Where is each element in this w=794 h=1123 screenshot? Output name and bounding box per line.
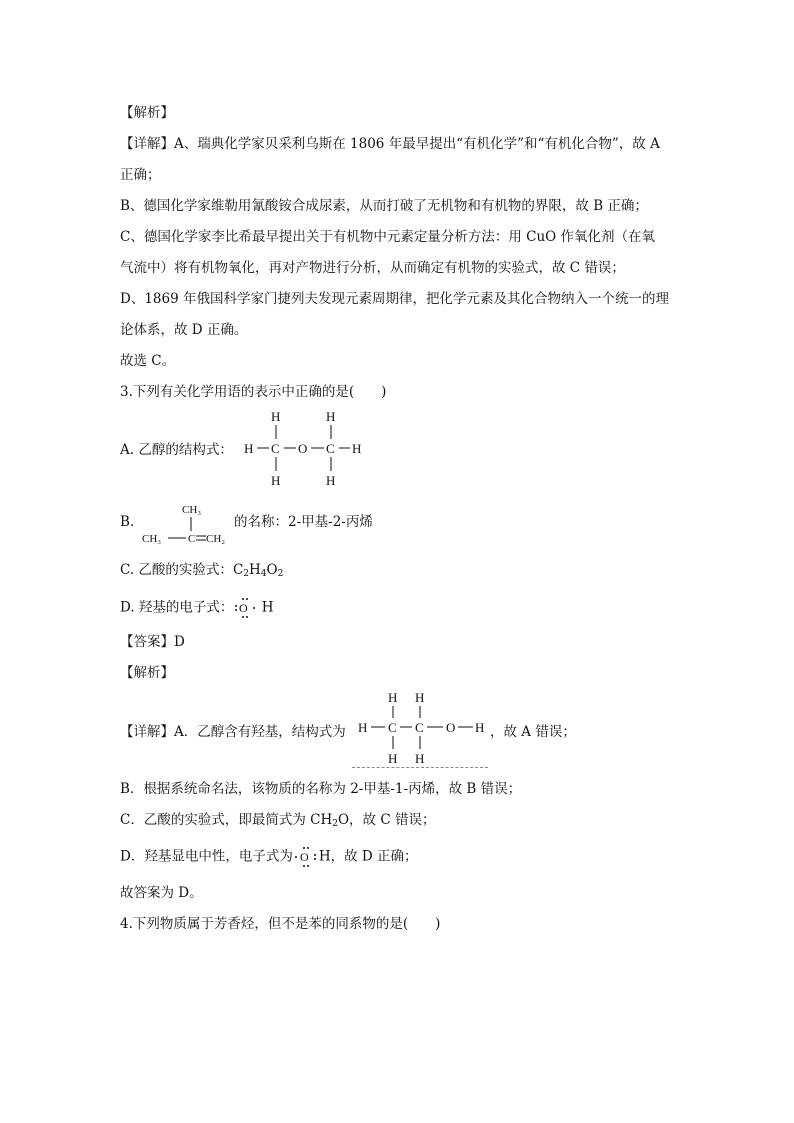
option-b-name: 的名称：2-甲基-2-丙烯 [234, 514, 373, 530]
question-3-stem: 3.下列有关化学用语的表示中正确的是( ) [120, 384, 387, 400]
answer-line: 【答案】D [120, 634, 185, 650]
answer-detail-d [120, 846, 418, 868]
hydroxyl-electron-dot-icon [293, 846, 319, 868]
atom-h: H [415, 690, 425, 705]
answer-detail-b: B．根据系统命名法，该物质的名称为 2-甲基-1-丙烯，故 B 错误； [120, 781, 522, 797]
detail-a-line2: 正确； [120, 167, 161, 183]
detail-a-line1: 【详解】A、瑞典化学家贝采利乌斯在 1806 年最早提出“有机化学”和“有机化合物”，故 A [120, 136, 660, 152]
formula-sub: 2 [277, 569, 284, 579]
option-b-label: B. [120, 514, 135, 530]
answer-detail-a-prefix: 【详解】A．乙醇含有羟基，结构式为 [120, 724, 346, 740]
atom-h: H [475, 720, 485, 735]
ethanol-wrong-structure [240, 407, 370, 489]
atom-c: C [271, 441, 280, 456]
detail-c-line1: C、德国化学家李比希最早提出关于有机物中元素定量分析方法：用 CuO 作氧化剂（在氧 [120, 229, 656, 245]
atom-h: H [244, 441, 254, 456]
atom-ch2: CH₂ [206, 533, 226, 545]
question-4-stem: 4.下列物质属于芳香烃，但不是苯的同系物的是( ) [120, 916, 441, 932]
detail-d-line2: 论体系，故 D 正确。 [120, 322, 248, 338]
atom-h: H [388, 690, 398, 705]
atom-h: H [388, 751, 398, 766]
atom-o: O [298, 441, 308, 456]
answer-conclusion: 故答案为 D。 [120, 885, 203, 901]
atom-c: C [388, 720, 397, 735]
option-c [120, 561, 283, 583]
atom-o: O [446, 720, 456, 735]
svg-text:O: O [239, 601, 249, 615]
atom-h: H [271, 409, 281, 424]
formula-sub: 4 [260, 569, 267, 579]
option-a-label: A. 乙醇的结构式： [120, 442, 233, 458]
answer-detail-c [120, 811, 435, 833]
ethanol-correct-structure [356, 688, 492, 768]
formula-o: O [266, 562, 278, 578]
detail-d-line1: D、1869 年俄国科学家门捷列夫发现元素周期律，把化学元素及其化合物纳入一个统一的理 [120, 291, 669, 307]
option-d-suffix: H [257, 599, 274, 616]
atom-h: H [358, 720, 368, 735]
dashed-divider [352, 767, 488, 768]
answer-detail-d-suffix: H，故 D 正确； [318, 848, 418, 865]
isobutene-structure [140, 498, 236, 550]
answer-detail-c-suffix: O，故 C 错误； [337, 812, 436, 828]
answer-detail-d-prefix: D．羟基显电中性，电子式为 [120, 848, 293, 865]
formula-sub: 2 [332, 819, 338, 829]
answer-detail-a-suffix: ，故 A 错误； [490, 724, 576, 740]
svg-text:O: O [299, 850, 309, 864]
choice-conclusion: 故选 C。 [120, 353, 176, 369]
detail-b: B、德国化学家维勒用氰酸铵合成尿素，从而打破了无机物和有机物的界限，故 B 正确； [120, 198, 648, 214]
option-d-prefix: D. 羟基的电子式： [120, 599, 234, 616]
formula-h: H [249, 562, 261, 578]
formula-c: C [232, 562, 244, 578]
atom-ch3-left: CH₃ [142, 533, 162, 545]
atom-ch3-top: CH₃ [182, 504, 202, 516]
atom-h: H [326, 409, 336, 424]
atom-h: H [352, 441, 362, 456]
option-c-prefix: C. 乙酸的实验式： [120, 562, 233, 578]
hydroxyl-electron-dot-icon [233, 597, 257, 619]
atom-c: C [188, 533, 196, 545]
option-d [120, 597, 274, 619]
atom-c: C [326, 441, 335, 456]
atom-c: C [415, 720, 424, 735]
atom-h: H [326, 473, 336, 488]
analysis-heading: 【解析】 [120, 105, 174, 121]
atom-h: H [415, 751, 425, 766]
detail-c-line2: 气流中）将有机物氧化，再对产物进行分析，从而确定有机物的实验式，故 C 错误； [120, 260, 625, 276]
answer-detail-c-prefix: C．乙酸的实验式，即最简式为 CH [120, 812, 333, 828]
analysis-heading-2: 【解析】 [120, 665, 174, 681]
atom-h: H [271, 473, 281, 488]
formula-sub: 2 [243, 569, 250, 579]
